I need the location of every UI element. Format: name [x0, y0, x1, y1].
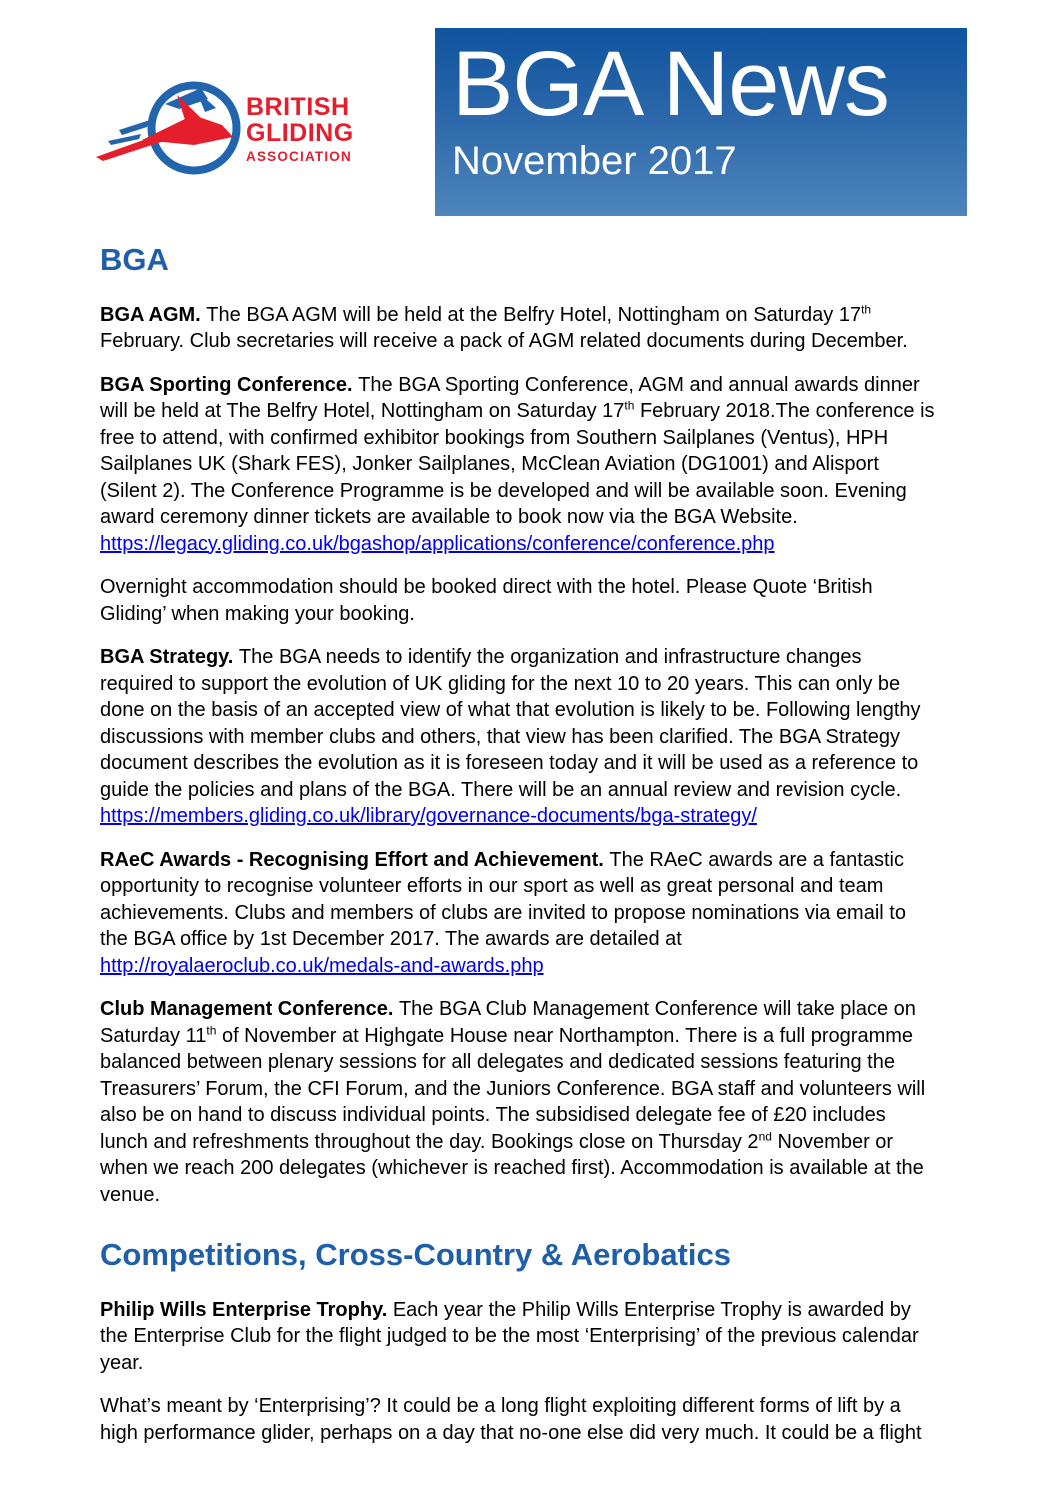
text-run: November or when we reach 200 delegates (whichever is reached first). Accommodation is available at the venue.: [100, 1130, 924, 1206]
page-header: [0, 0, 1058, 213]
logo-word-british: BRITISH: [246, 93, 350, 121]
paragraph: [100, 372, 938, 558]
glider-logo-icon: [95, 73, 245, 178]
document-content: [100, 242, 938, 1446]
paragraph: [100, 302, 938, 355]
ordinal-superscript: th: [861, 301, 872, 316]
section-heading-1: BGA: [100, 242, 169, 277]
bold-lead-in: BGA Sporting Conference.: [100, 373, 359, 396]
paragraph: [100, 996, 938, 1208]
paragraph: [100, 847, 938, 980]
ordinal-superscript: th: [206, 1022, 217, 1037]
text-run: February 2018.The conference is free to attend, with confirmed exhibitor bookings from Southern Sailplanes (Ventus), HPH Sailplanes UK (Shark FES), Jonker Sailplanes, McClean Aviation (DG1001) and Alisport (Silent 2). The Conference Programme is be developed and will be available soon. Evening award ceremony dinner tickets are available to book now via the BGA Website.: [100, 400, 935, 529]
bold-lead-in: Philip Wills Enterprise Trophy.: [100, 1298, 393, 1321]
text-run: The BGA Sporting Conference, AGM and annual awards dinner will be held at The Belfry Hotel, Nottingham on Saturday 17: [100, 373, 920, 423]
text-run: February. Club secretaries will receive a pack of AGM related documents during December.: [100, 330, 908, 353]
newsletter-title: BGA News: [452, 33, 889, 135]
bold-lead-in: RAeC Awards - Recognising Effort and Achievement.: [100, 848, 610, 871]
ordinal-superscript: th: [624, 398, 635, 413]
bold-lead-in: BGA Strategy.: [100, 646, 239, 669]
text-run: Overnight accommodation should be booked direct with the hotel. Please Quote ‘British Gliding’ when making your booking.: [100, 576, 873, 625]
text-run: The BGA AGM will be held at the Belfry Hotel, Nottingham on Saturday 17: [206, 303, 862, 326]
hyperlink[interactable]: http://royalaeroclub.co.uk/medals-and-awards.php: [100, 954, 544, 977]
text-run: The BGA needs to identify the organization and infrastructure changes required to support the evolution of UK gliding for the next 10 to 20 years. This can only be done on the basis of an accepted view of what that evolution is likely to be. Following lengthy discussions with member clubs and others, that view has been clarified. The BGA Strategy document describes the evolution as it is foreseen today and it will be used as a reference to guide the policies and plans of the BGA. There will be an annual review and revision cycle.: [100, 646, 921, 801]
hyperlink[interactable]: https://legacy.gliding.co.uk/bgashop/applications/conference/conference.php: [100, 532, 775, 555]
paragraph: [100, 644, 938, 830]
section-heading-2: Competitions, Cross-Country & Aerobatics: [100, 1237, 731, 1273]
bold-lead-in: Club Management Conference.: [100, 998, 399, 1021]
masthead-banner: [435, 28, 967, 216]
text-run: The RAeC awards are a fantastic opportunity to recognise volunteer efforts in our sport as well as great personal and team achievements. Clubs and members of clubs are invited to propose nominations via email to the BGA office by 1st December 2017. The awards are detailed at: [100, 848, 906, 951]
paragraph: [100, 1297, 938, 1377]
hyperlink[interactable]: https://members.gliding.co.uk/library/governance-documents/bga-strategy/: [100, 805, 757, 828]
paragraph: [100, 574, 938, 627]
text-run: Each year the Philip Wills Enterprise Trophy is awarded by the Enterprise Club for the flight judged to be the most ‘Enterprising’ of the previous calendar year.: [100, 1298, 919, 1374]
ordinal-superscript: nd: [758, 1128, 772, 1143]
bga-logo: [95, 73, 385, 179]
logo-wordmark: [246, 94, 354, 164]
text-run: of November at Highgate House near Northampton. There is a full programme balanced between plenary sessions for all delegates and dedicated sessions featuring the Treasurers’ Forum, the CFI Forum, and the Juniors Conference. BGA staff and volunteers will also be on hand to discuss individual points. The subsidised delegate fee of £20 includes lunch and refreshments throughout the day. Bookings close on Thursday 2: [100, 1024, 926, 1153]
text-run: The BGA Club Management Conference will take place on Saturday 11: [100, 998, 916, 1047]
logo-word-association: ASSOCIATION: [246, 149, 352, 164]
logo-word-gliding: GLIDING: [246, 119, 354, 147]
bold-lead-in: BGA AGM.: [100, 303, 207, 326]
text-run: What’s meant by ‘Enterprising’? It could be a long flight exploiting different forms of lift by a high performance glider, perhaps on a day that no-one else did very much. It could be a flight: [100, 1395, 922, 1444]
newsletter-issue-date: November 2017: [452, 138, 737, 183]
paragraph: [100, 1393, 938, 1446]
